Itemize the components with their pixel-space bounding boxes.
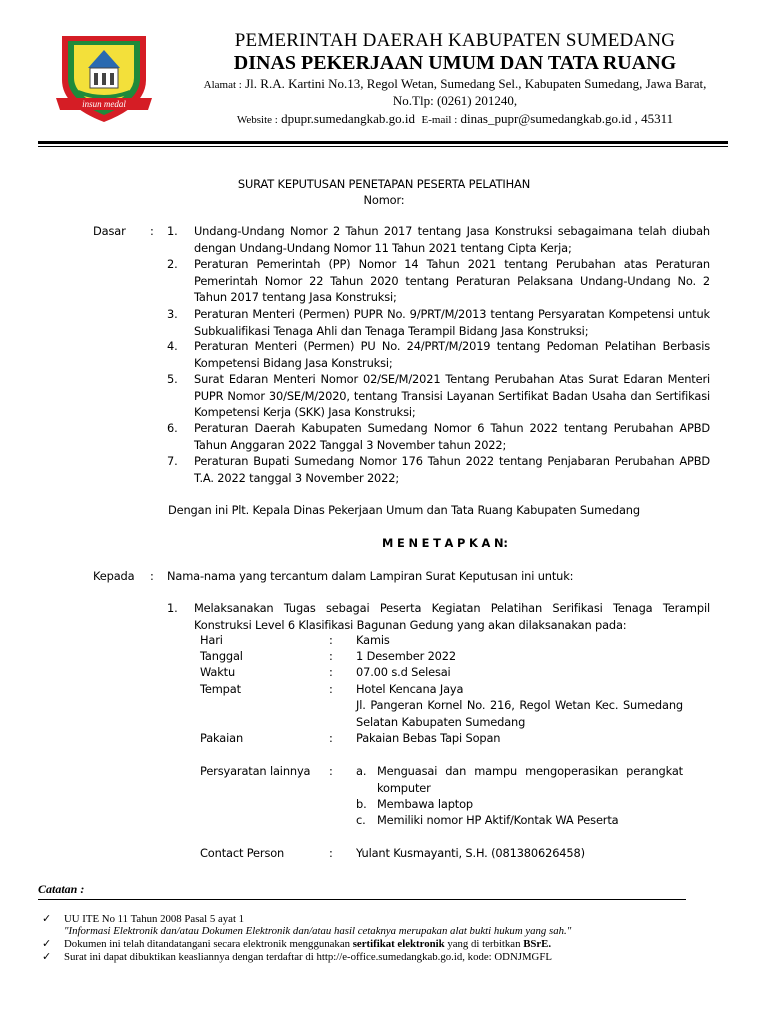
dasar-item-number: 4. — [167, 339, 178, 353]
requirement-item: Membawa laptop — [377, 797, 473, 811]
government-name: PEMERINTAH DAERAH KABUPATEN SUMEDANG — [234, 30, 676, 51]
dasar-item-number: 5. — [167, 372, 178, 386]
hari-colon: : — [329, 633, 333, 647]
contact-line: Website : dpupr.sumedangkab.go.id E-mail : dinas_pupr@sumedangkab.go.id , 45311 — [236, 111, 674, 126]
dasar-item: Peraturan Menteri (Permen) PUPR No. 9/PRT/M/2013 tentang Persyaratan Kompetensi untuk Subkualifikasi Tenaga Ahli dan Tenaga Terampil Bidang Jasa Konstruksi; — [194, 307, 710, 338]
dasar-item-number: 2. — [167, 257, 178, 271]
check-icon: ✓ — [42, 950, 52, 963]
hari-value: Kamis — [356, 633, 390, 647]
catatan-divider — [38, 899, 686, 900]
dasar-item: Peraturan Bupati Sumedang Nomor 176 Tahun 2022 tentang Penjabaran Perubahan APBD T.A. 2022 tanggal 3 November 2022; — [194, 454, 710, 485]
contact-person-colon: : — [329, 846, 333, 860]
dasar-item: Undang-Undang Nomor 2 Tahun 2017 tentang Jasa Konstruksi sebagaimana telah diubah dengan Undang-Undang Nomor 11 Tahun 2021 tentang Cipta Kerja; — [194, 224, 710, 255]
note-verification: Surat ini dapat dibuktikan keasliannya dengan terdaftar di http://e-office.sumedangkab.go.id, kode: ODNJMGFL — [64, 951, 552, 963]
dasar-label: Dasar — [93, 224, 126, 238]
dasar-item: Surat Edaran Menteri Nomor 02/SE/M/2021 Tentang Perubahan Atas Surat Edaran Menteri PUPR Nomor 30/SE/M/2020, tentang Transisi Layanan Sertifikat Badan Usaha dan Sertifikasi Kompetensi Kerja (SKK) Jasa Konstruksi; — [194, 372, 710, 420]
pakaian-value: Pakaian Bebas Tapi Sopan — [356, 731, 501, 745]
requirement-item: Memiliki nomor HP Aktif/Kontak WA Peserta — [377, 813, 619, 827]
phone-line: No.Tlp: (0261) 201240, — [392, 93, 518, 108]
tempat-colon: : — [329, 682, 333, 696]
sumedang-logo-icon — [52, 28, 156, 126]
note-uu-ite-quote: "Informasi Elektronik dan/atau Dokumen Elektronik dan/atau hasil cetaknya merupakan alat bukti hukum yang sah." — [64, 925, 572, 937]
check-icon: ✓ — [42, 912, 52, 925]
requirement-item: Menguasai dan mampu mengoperasikan perangkat komputer — [377, 764, 683, 795]
kepada-colon: : — [150, 569, 154, 583]
dasar-item: Peraturan Daerah Kabupaten Sumedang Nomor 6 Tahun 2022 tentang Perubahan APBD Tahun Anggaran 2022 Tanggal 3 November tahun 2022; — [194, 421, 710, 452]
letterhead — [165, 30, 745, 128]
task-number: 1. — [167, 601, 178, 615]
note-uu-ite: UU ITE No 11 Tahun 2008 Pasal 5 ayat 1 — [64, 913, 245, 925]
preamble-text: Dengan ini Plt. Kepala Dinas Pekerjaan Umum dan Tata Ruang Kabupaten Sumedang — [168, 503, 640, 517]
tempat-value: Hotel Kencana Jaya — [356, 682, 464, 696]
dasar-item: Peraturan Menteri (Permen) PU No. 24/PRT/M/2019 tentang Pedoman Pelatihan Berbasis Kompetensi Bidang Jasa Konstruksi; — [194, 339, 710, 370]
contact-person-label: Contact Person — [200, 846, 285, 860]
logo-motto: insun medal — [82, 99, 126, 109]
email-link[interactable]: dinas_pupr@sumedangkab.go.id , 45311 — [460, 111, 674, 126]
letterhead-divider-thin — [38, 146, 728, 147]
waktu-label: Waktu — [200, 665, 236, 679]
tempat-label: Tempat — [200, 682, 241, 696]
catatan-title: Catatan : — [38, 882, 85, 896]
pakaian-label: Pakaian — [200, 731, 244, 745]
dasar-colon: : — [150, 224, 154, 238]
dasar-item-number: 6. — [167, 421, 178, 435]
waktu-value: 07.00 s.d Selesai — [356, 665, 451, 679]
tanggal-value: 1 Desember 2022 — [356, 649, 456, 663]
menetapkan-heading: M E N E T A P K A N: — [382, 536, 508, 550]
dasar-item-number: 3. — [167, 307, 178, 321]
dasar-item-number: 7. — [167, 454, 178, 468]
tanggal-colon: : — [329, 649, 333, 663]
waktu-colon: : — [329, 665, 333, 679]
requirement-letter: a. — [356, 764, 367, 778]
address-line: Alamat : Jl. R.A. Kartini No.13, Regol Wetan, Sumedang Sel., Kabupaten Sumedang, Jawa Barat, — [203, 76, 707, 91]
persyaratan-colon: : — [329, 764, 333, 778]
letterhead-divider — [38, 141, 728, 144]
tempat-address: Jl. Pangeran Kornel No. 216, Regol Wetan Kec. Sumedang Selatan Kabupaten Sumedang — [356, 698, 683, 729]
kepada-label: Kepada — [93, 569, 135, 583]
hari-label: Hari — [200, 633, 223, 647]
requirement-letter: b. — [356, 797, 367, 811]
department-name: DINAS PEKERJAAN UMUM DAN TATA RUANG — [233, 52, 677, 74]
dasar-item-number: 1. — [167, 224, 178, 238]
check-icon: ✓ — [42, 937, 52, 950]
pakaian-colon: : — [329, 731, 333, 745]
kepada-text: Nama-nama yang tercantum dalam Lampiran Surat Keputusan ini untuk: — [167, 569, 574, 583]
persyaratan-label: Persyaratan lainnya — [200, 764, 311, 778]
document-title: SURAT KEPUTUSAN PENETAPAN PESERTA PELATIHAN Nomor: — [237, 177, 531, 207]
task-text: Melaksanakan Tugas sebagai Peserta Kegiatan Pelatihan Serifikasi Tenaga Terampil Konstruksi Level 6 Klasifikasi Bagunan Gedung yang akan dilaksanakan pada: — [194, 601, 710, 632]
website-link[interactable]: dpupr.sumedangkab.go.id — [281, 111, 416, 126]
contact-person-value: Yulant Kusmayanti, S.H. (081380626458) — [356, 846, 585, 860]
note-esign: Dokumen ini telah ditandatangani secara elektronik menggunakan sertifikat elektronik yang di terbitkan BSrE. — [64, 938, 552, 950]
dasar-item: Peraturan Pemerintah (PP) Nomor 14 Tahun 2021 tentang Perubahan atas Peraturan Pemerintah Nomor 22 Tahun 2020 tentang Peraturan Pelaksana Undang-Undang No. 2 Tahun 2017 tentang Jasa Konstruksi; — [194, 257, 710, 305]
requirement-letter: c. — [356, 813, 366, 827]
tanggal-label: Tanggal — [200, 649, 243, 663]
